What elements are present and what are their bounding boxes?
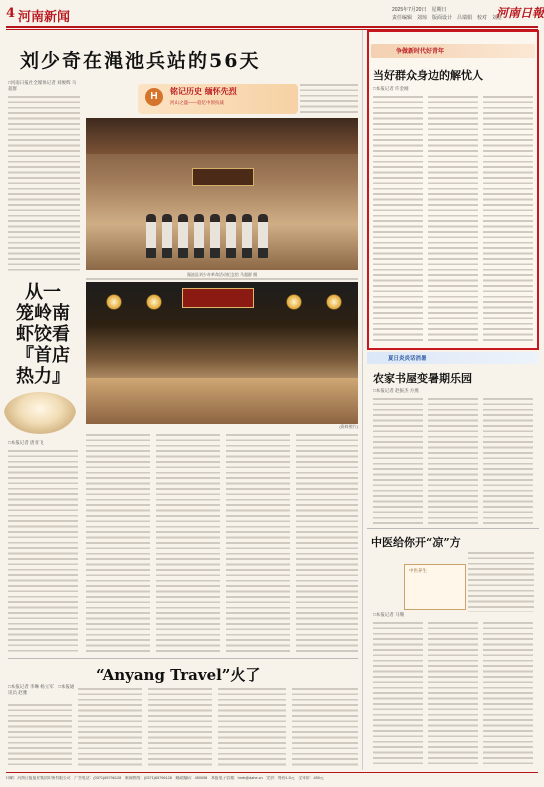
lamp-icon: [106, 294, 122, 310]
header-rule: [6, 26, 538, 28]
photo-person: [178, 214, 188, 258]
date-line: 2025年7月20日 星期日: [392, 7, 447, 13]
shrimp-body-col2: [86, 434, 150, 654]
travel-body-col2: [78, 688, 142, 768]
lead-body-top-right: [300, 84, 358, 116]
travel-body-col4: [218, 688, 286, 768]
photo-person: [226, 214, 236, 258]
featured-headline: 当好群众身边的解忧人: [373, 69, 483, 82]
cool-headline: 中医给你开“凉”方: [371, 536, 461, 549]
photo-roof: [86, 118, 358, 154]
travel-body-col1: [8, 704, 72, 768]
featured-body-col3: [483, 96, 533, 344]
memorial-hall-photo: [86, 118, 358, 270]
photo-person: [242, 214, 252, 258]
lead-byline: □河南日报社全媒体记者 刘俊辉 马超群: [8, 80, 77, 91]
shrimp-body-col4: [226, 434, 290, 654]
restaurant-photo: [86, 282, 358, 424]
photo-person: [210, 214, 220, 258]
summer-body-col2: [428, 398, 478, 524]
series-logo-icon: H: [145, 88, 163, 106]
photo-person: [194, 214, 204, 258]
cool-body-col1: [373, 622, 423, 768]
divider: [367, 528, 539, 529]
tcm-illustration-label: 中医养生: [409, 569, 427, 574]
series-banner-title: 铭记历史 缅怀先烈: [170, 86, 237, 96]
lead-headline: 刘少奇在渑池兵站的56天: [20, 50, 261, 72]
footer-info: 印刷：河南日报报业集团印务有限公司 广告电话：(0371)65796128 新闻热线：(0371)65796128 邮政编码：450008 本报电子信箱：hnrb@dahe.cn 定价：每份1.5元 全年价：450元: [6, 776, 324, 780]
lamp-icon: [326, 294, 342, 310]
shrimp-title-line: 从一: [25, 282, 61, 303]
page-number: 4: [6, 6, 16, 21]
travel-body-col5: [292, 688, 358, 768]
travel-body-col3: [148, 688, 212, 768]
summer-banner-title: 夏日炎炎话消暑: [388, 356, 427, 362]
photo-person: [146, 214, 156, 258]
photo-person: [258, 214, 268, 258]
shrimp-title-line: 热力』: [16, 366, 70, 387]
cool-byline: □本报记者 马珊: [373, 612, 404, 617]
shrimp-title-line: 虾饺看: [16, 324, 70, 345]
featured-body-col2: [428, 96, 478, 344]
travel-byline: □本报记者 李琳 杨立军 □本报通讯员 赵雅: [8, 684, 75, 695]
cool-body-top: [468, 552, 534, 612]
travel-headline: “Anyang Travel”火了: [96, 666, 261, 684]
lead-body-bottom: [86, 278, 358, 280]
cool-body-col2: [428, 622, 478, 768]
restaurant-counter: [86, 378, 358, 424]
column-divider: [362, 30, 363, 770]
shrimp-title-line: 『首店: [16, 345, 70, 366]
summer-body-col3: [483, 398, 533, 524]
section-name: 河南新闻: [18, 10, 71, 25]
summer-headline: 农家书屋变暑期乐园: [373, 372, 472, 385]
series-banner-subtitle: 河山之盛——追忆中原抗战: [170, 100, 224, 105]
summer-body-col1: [373, 398, 423, 524]
shrimp-body-col1: [8, 450, 78, 654]
photo-sign: [192, 168, 254, 186]
shrimp-title-line: 笼岭南: [16, 303, 70, 324]
shrimp-body-col5: [296, 434, 358, 654]
photo2-caption: (资料照片): [339, 424, 358, 429]
divider: [8, 658, 358, 659]
summer-byline: □本报记者 赵振杰 方燕: [373, 388, 419, 393]
shrimp-dumpling-photo: [4, 392, 76, 434]
featured-body-col1: [373, 96, 423, 344]
featured-banner-title: 争做新时代好青年: [396, 48, 445, 55]
shrimp-story-title: [4, 282, 82, 387]
shrimp-byline: □本报记者 唐亚飞: [8, 440, 44, 445]
lead-body-col1: [8, 96, 80, 272]
lamp-icon: [286, 294, 302, 310]
photo-person: [162, 214, 172, 258]
photo1-caption: 渑池县刘少奇革命活动纪念馆 马超群 摄: [186, 272, 258, 277]
editors-line: 责任编辑 刘琼 版面设计 吕瑞娟 校对 刘慧: [392, 15, 503, 21]
newspaper-logo: 河南日報: [496, 6, 544, 20]
cool-body-col3: [483, 622, 533, 768]
lamp-icon: [146, 294, 162, 310]
featured-byline: □本报记者 许金刚: [373, 86, 409, 91]
footer-rule: [6, 772, 538, 773]
restaurant-sign: [182, 288, 254, 308]
shrimp-body-col3: [156, 434, 220, 654]
